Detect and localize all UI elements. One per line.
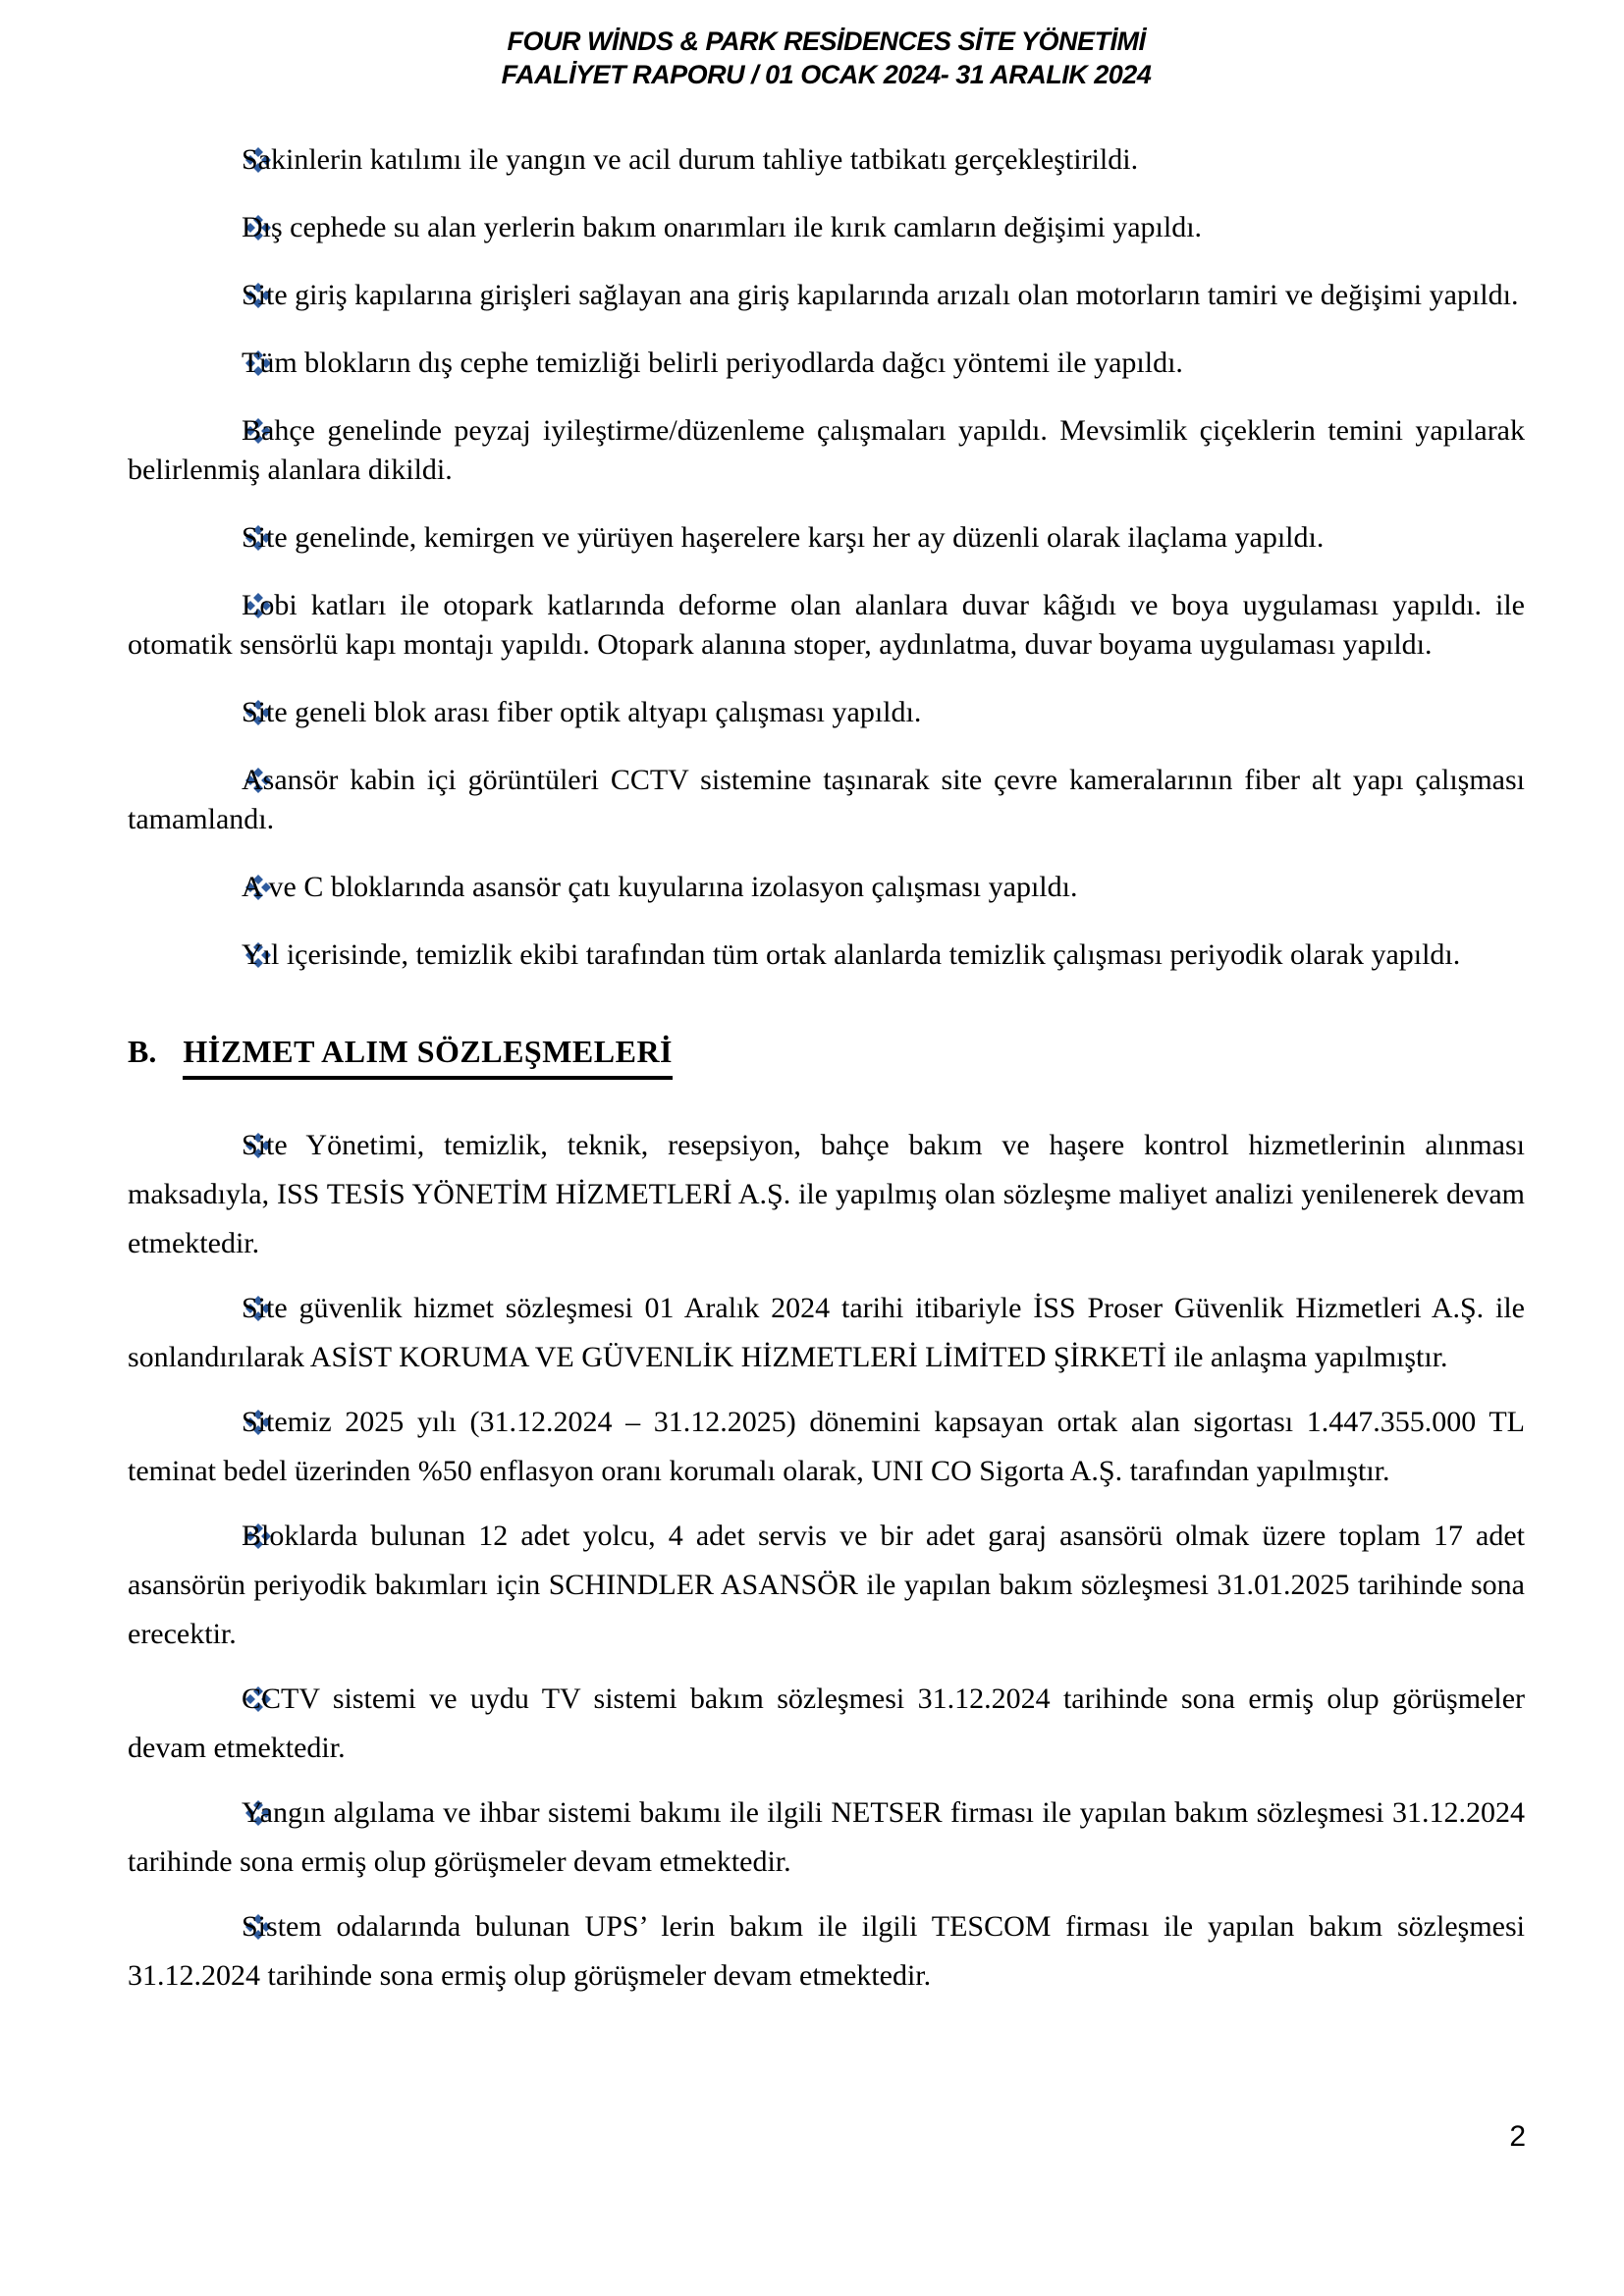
bullet-item — [128, 868, 1525, 907]
bullet-item — [128, 761, 1525, 839]
diamond-bullet-icon — [187, 1400, 212, 1425]
document-content — [128, 25, 1525, 2016]
diamond-bullet-icon — [187, 278, 212, 303]
diamond-bullet-icon — [187, 520, 212, 546]
bullet-item-text: Bloklarda bulunan 12 adet yolcu, 4 adet servis ve bir adet garaj asansörü olmak üzere toplam 17 adet asansörün periyodik bakımları için SCHINDLER ASANSÖR ile yapılan bakım sözleşmesi 31.01.2025 tarihinde sona erecektir. — [128, 1520, 1525, 1650]
bullet-item-text: Dış cephede su alan yerlerin bakım onarımları ile kırık camların değişimi yapıldı. — [242, 211, 1203, 243]
bullet-item-text: CCTV sistemi ve uydu TV sistemi bakım sözleşmesi 31.12.2024 tarihinde sona ermiş olup görüşmeler devam etmektedir. — [128, 1682, 1525, 1764]
bullet-item — [128, 1902, 1525, 2001]
diamond-bullet-icon — [187, 1904, 212, 1930]
section-b-list — [128, 1121, 1525, 2001]
bullet-item-text: Site giriş kapılarına girişleri sağlayan ana giriş kapılarında arızalı olan motorların tamiri ve değişimi yapıldı. — [242, 279, 1519, 311]
diamond-bullet-icon — [187, 588, 212, 614]
bullet-item — [128, 1789, 1525, 1887]
bullet-item-text: Site güvenlik hizmet sözleşmesi 01 Aralık 2024 tarihi itibariyle İSS Proser Güvenlik Hizmetleri A.Ş. ile sonlandırılarak ASİST KORUMA VE GÜVENLİK HİZMETLERİ LİMİTED ŞİRKETİ ile anlaşma yapılmıştır. — [128, 1292, 1525, 1373]
diamond-bullet-icon — [187, 695, 212, 721]
bullet-item-text: Lobi katları ile otopark katlarında deforme olan alanlara duvar kâğıdı ve boya uygulaması yapıldı. ile otomatik sensörlü kapı montajı yapıldı. Otopark alanına stoper, aydınlatma, duvar boyama uygulaması yapıldı. — [128, 589, 1525, 661]
bullet-item-text: Sistem odalarında bulunan UPS’ lerin bakım ile ilgili TESCOM firması ile yapılan bakım sözleşmesi 31.12.2024 tarihinde sona ermiş olup görüşmeler devam etmektedir. — [128, 1910, 1525, 1992]
diamond-bullet-icon — [187, 346, 212, 371]
bullet-item-text: Site geneli blok arası fiber optik altyapı çalışması yapıldı. — [242, 696, 922, 728]
bullet-item-text: Yıl içerisinde, temizlik ekibi tarafından tüm ortak alanlarda temizlik çalışması periyodik olarak yapıldı. — [242, 938, 1461, 971]
bullet-item — [128, 1284, 1525, 1382]
bullet-item — [128, 1121, 1525, 1268]
page-number: 2 — [1509, 2120, 1526, 2153]
bullet-item — [128, 208, 1525, 247]
bullet-item — [128, 518, 1525, 558]
diamond-bullet-icon — [187, 413, 212, 439]
bullet-item — [128, 276, 1525, 315]
bullet-item — [128, 586, 1525, 665]
bullet-item-text: Site genelinde, kemirgen ve yürüyen haşerelere karşı her ay düzenli olarak ilaçlama yapıldı. — [242, 521, 1325, 554]
bullet-item-text: Site Yönetimi, temizlik, teknik, resepsiyon, bahçe bakım ve haşere kontrol hizmetlerinin alınması maksadıyla, ISS TESİS YÖNETİM HİZMETLERİ A.Ş. ile yapılmış olan sözleşme maliyet analizi yenilenerek devam etmektedir. — [128, 1129, 1525, 1259]
bullet-item — [128, 1512, 1525, 1659]
diamond-bullet-icon — [187, 763, 212, 788]
bullet-item — [128, 1398, 1525, 1496]
diamond-bullet-icon — [187, 1790, 212, 1816]
section-b-heading — [128, 1029, 1525, 1080]
section-b-label: B. — [128, 1034, 157, 1069]
bullet-item — [128, 1675, 1525, 1773]
diamond-bullet-icon — [187, 1514, 212, 1539]
bullet-item-text: Asansör kabin içi görüntüleri CCTV sistemine taşınarak site çevre kameralarının fiber alt yapı çalışması tamamlandı. — [128, 764, 1525, 835]
bullet-item — [128, 693, 1525, 732]
bullet-item-text: Tüm blokların dış cephe temizliği belirli periyodlarda dağcı yöntemi ile yapıldı. — [242, 347, 1183, 379]
diamond-bullet-icon — [187, 1286, 212, 1311]
section-a-list — [128, 140, 1525, 975]
bullet-item — [128, 344, 1525, 383]
report-title: FOUR WİNDS & PARK RESİDENCES SİTE YÖNETİMİ — [507, 27, 1146, 56]
report-subtitle: FAALİYET RAPORU / 01 OCAK 2024- 31 ARALIK 2024 — [501, 60, 1152, 89]
diamond-bullet-icon — [187, 1123, 212, 1148]
bullet-item-text: Yangın algılama ve ihbar sistemi bakımı ile ilgili NETSER firması ile yapılan bakım sözleşmesi 31.12.2024 tarihinde sona ermiş olup görüşmeler devam etmektedir. — [128, 1796, 1525, 1878]
diamond-bullet-icon — [187, 870, 212, 895]
diamond-bullet-icon — [187, 937, 212, 963]
bullet-item-text: Sitemiz 2025 yılı (31.12.2024 – 31.12.2025) dönemini kapsayan ortak alan sigortası 1.447.355.000 TL teminat bedel üzerinden %50 enflasyon oranı korumalı olarak, UNI CO Sigorta A.Ş. tarafından yapılmıştır. — [128, 1406, 1525, 1487]
bullet-item-text: Bahçe genelinde peyzaj iyileştirme/düzenleme çalışmaları yapıldı. Mevsimlik çiçeklerin temini yapılarak belirlenmiş alanlara dikildi. — [128, 414, 1525, 486]
bullet-item — [128, 935, 1525, 975]
diamond-bullet-icon — [187, 142, 212, 168]
section-b-title: HİZMET ALIM SÖZLEŞMELERİ — [183, 1029, 673, 1080]
bullet-item-text: Sakinlerin katılımı ile yangın ve acil durum tahliye tatbikatı gerçekleştirildi. — [242, 143, 1139, 176]
report-header — [128, 25, 1525, 91]
diamond-bullet-icon — [187, 1677, 212, 1702]
bullet-item — [128, 411, 1525, 490]
bullet-item-text: A ve C bloklarında asansör çatı kuyularına izolasyon çalışması yapıldı. — [242, 871, 1078, 903]
bullet-item — [128, 140, 1525, 180]
diamond-bullet-icon — [187, 210, 212, 236]
